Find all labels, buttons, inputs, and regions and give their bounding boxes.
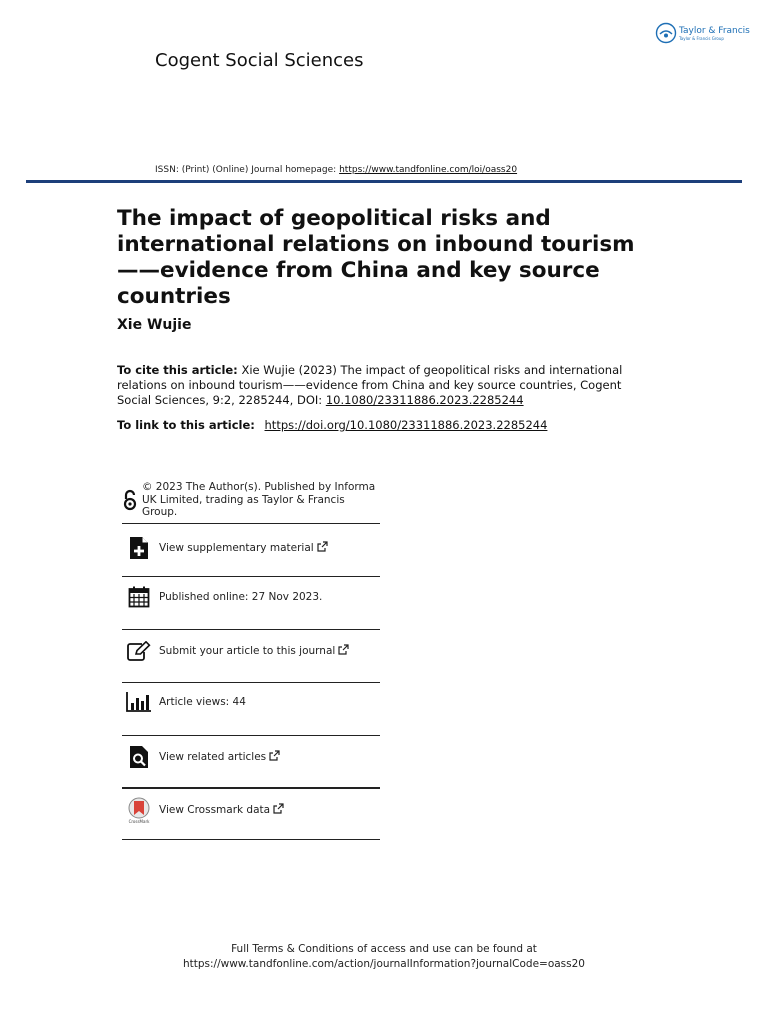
panel-divider xyxy=(122,629,380,630)
copyright-row xyxy=(122,478,380,522)
publisher-group: Taylor & Francis Group xyxy=(679,35,724,41)
footer-terms-url[interactable]: https://www.tandfonline.com/action/journalInformation?journalCode=oass20 xyxy=(183,958,585,970)
external-link-icon xyxy=(317,541,328,552)
open-access-icon xyxy=(122,488,139,512)
external-link-icon xyxy=(338,644,349,655)
crossmark-row[interactable] xyxy=(122,794,380,826)
related-articles-link[interactable] xyxy=(159,750,280,764)
related-articles-icon xyxy=(122,745,156,769)
panel-divider xyxy=(122,576,380,577)
issn-line xyxy=(155,165,517,175)
crossmark-label: View Crossmark data xyxy=(159,804,271,817)
link-label: To link to this article: xyxy=(117,418,255,432)
submit-article-link[interactable] xyxy=(159,644,349,658)
article-link-block xyxy=(117,418,677,432)
panel-divider xyxy=(122,787,380,789)
submit-article-row[interactable] xyxy=(122,636,380,666)
journal-name: Cogent Social Sciences xyxy=(155,50,364,71)
cite-doi-link[interactable]: 10.1080/23311886.2023.2285244 xyxy=(325,393,524,407)
edit-icon xyxy=(122,641,156,661)
published-online-text: Published online: 27 Nov 2023. xyxy=(159,590,323,603)
bar-chart-icon xyxy=(122,692,156,712)
article-views-text: Article views: 44 xyxy=(159,695,246,708)
panel-divider xyxy=(122,682,380,683)
issn-label: ISSN: (Print) (Online) Journal homepage: xyxy=(155,165,337,175)
footer-terms-text: Full Terms & Conditions of access and use can be found at xyxy=(231,943,537,955)
header-rule xyxy=(26,180,742,183)
journal-homepage-link[interactable]: https://www.tandfonline.com/loi/oass20 xyxy=(339,165,518,175)
related-articles-label: View related articles xyxy=(159,751,267,764)
supplementary-file-icon xyxy=(122,536,156,560)
published-online-row xyxy=(122,582,380,612)
citation-block xyxy=(117,363,657,408)
external-link-icon xyxy=(269,750,280,761)
supplementary-link[interactable] xyxy=(159,541,328,555)
external-link-icon xyxy=(273,803,284,814)
panel-divider xyxy=(122,523,380,524)
article-title: The impact of geopolitical risks and international relations on inbound tourism——evidence from China and key source countries xyxy=(117,206,635,309)
related-articles-row[interactable] xyxy=(122,741,380,773)
article-doi-link[interactable]: https://doi.org/10.1080/23311886.2023.2285244 xyxy=(264,418,548,432)
panel-divider xyxy=(122,839,380,840)
submit-article-label: Submit your article to this journal xyxy=(159,645,336,658)
author-name: Xie Wujie xyxy=(117,317,192,333)
copyright-text: © 2023 The Author(s). Published by Informa UK Limited, trading as Taylor & Francis Group. xyxy=(141,481,376,519)
supplementary-label: View supplementary material xyxy=(159,542,314,555)
taylor-francis-logo-icon xyxy=(655,22,677,44)
publisher-logo[interactable] xyxy=(655,22,750,44)
cite-label: To cite this article: xyxy=(117,363,238,377)
footer xyxy=(0,942,768,972)
cite-text: Xie Wujie (2023) The impact of geopolitical risks and international relations on inbound tourism——evidence from China and key source countries, Cogent Social Sciences, 9:2, 2285244, DOI: xyxy=(117,363,623,407)
supplementary-row[interactable] xyxy=(122,528,380,568)
calendar-icon xyxy=(122,586,156,608)
crossmark-link[interactable] xyxy=(159,803,284,817)
article-views-row xyxy=(122,688,380,716)
panel-divider xyxy=(122,735,380,736)
crossmark-icon xyxy=(122,797,156,824)
crossmark-caption: CrossMark xyxy=(128,818,150,824)
publisher-name: Taylor & Francis xyxy=(679,25,750,36)
